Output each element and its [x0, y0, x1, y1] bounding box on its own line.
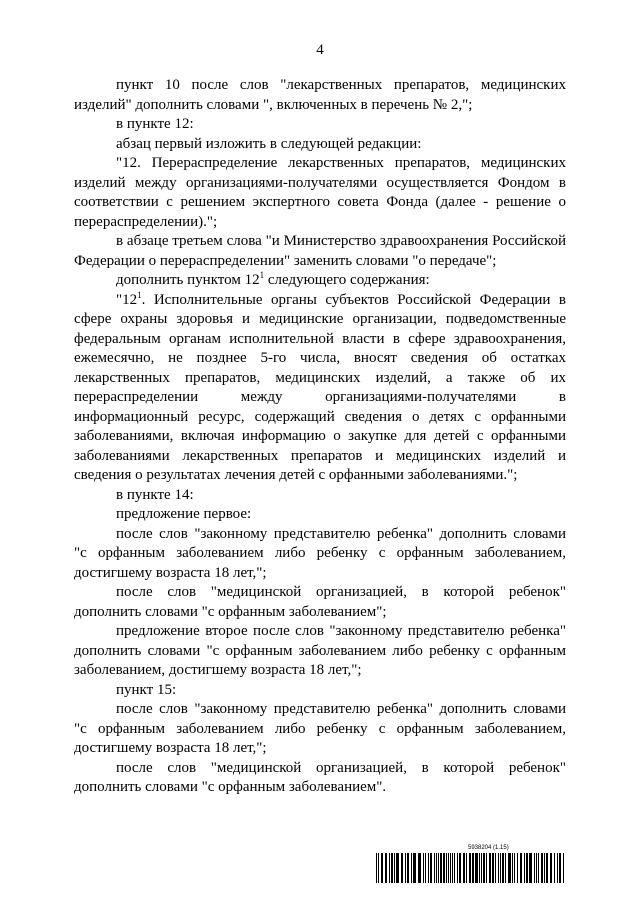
paragraph: в пункте 12:: [116, 116, 194, 132]
document-body: [74, 76, 566, 798]
superscript: 1: [137, 289, 142, 300]
paragraph-text: следующего содержания:: [264, 272, 430, 288]
paragraph: предложение первое:: [116, 506, 252, 522]
barcode-label: 5938204 (1.15): [468, 845, 509, 851]
paragraph: [74, 271, 566, 291]
paragraph: после слов "законному представителю ребенка" дополнить словами "с орфанным заболеванием либо ребенку с орфанным заболеванием, достигшему возраста 18 лет,";: [74, 525, 566, 581]
barcode-icon: [376, 853, 566, 883]
paragraph: пункт 10 после слов "лекарственных препаратов, медицинских изделий" дополнить словами ", включенных в перечень № 2,";: [74, 77, 566, 113]
paragraph-text: . Исполнительные органы субъектов Российской Федерации в сфере охраны здоровья и медицинские организации, подведомственные федеральным органам исполнительной власти в сфере здравоохранения, ежемесячно, не позднее 5-го числа, вносят сведения об остатках лекарственных препаратов, медицинских изделий, а также об их перераспределении между организациями-получателями в информационный ресурс, содержащий сведения о детях с орфанными заболеваниями, включая информацию о закупке для детей с орфанными заболеваниями лекарственных препаратов и медицинских изделий и сведения о результатах лечения детей с орфанными заболеваниями.";: [74, 291, 566, 483]
paragraph: пункт 15:: [116, 681, 177, 698]
paragraph: "12. Перераспределение лекарственных препаратов, медицинских изделий между организациями-получателями осуществляется Фондом в соответствии с решением экспертного совета Фонда (далее - решение о перераспределении).";: [74, 155, 566, 230]
superscript: 1: [259, 270, 265, 280]
paragraph: абзац первый изложить в следующей редакции:: [116, 135, 422, 152]
paragraph-text: "12: [116, 291, 138, 308]
paragraph: после слов "медицинской организацией, в которой ребенок" дополнить словами "с орфанным заболеванием".: [74, 759, 566, 795]
paragraph: в пункте 14:: [116, 486, 194, 503]
barcode-block: [376, 845, 566, 885]
paragraph-text: дополнить пунктом 12: [116, 272, 260, 288]
page-number: 4: [316, 42, 324, 58]
paragraph: предложение второе после слов "законному представителю ребенка" дополнить словами "с орфанным заболеванием либо ребенку с орфанным заболеванием, достигшему возраста 18 лет,";: [74, 623, 566, 678]
paragraph: в абзаце третьем слова "и Министерство здравоохранения Российской Федерации о перераспределении" заменить словами "о передаче";: [74, 233, 566, 269]
paragraph: [74, 291, 566, 486]
paragraph: после слов "медицинской организацией, в которой ребенок" дополнить словами "с орфанным заболеванием";: [74, 584, 566, 620]
paragraph: после слов "законному представителю ребенка" дополнить словами "с орфанным заболеванием либо ребенку с орфанным заболеванием, достигшему возраста 18 лет,";: [74, 701, 566, 756]
